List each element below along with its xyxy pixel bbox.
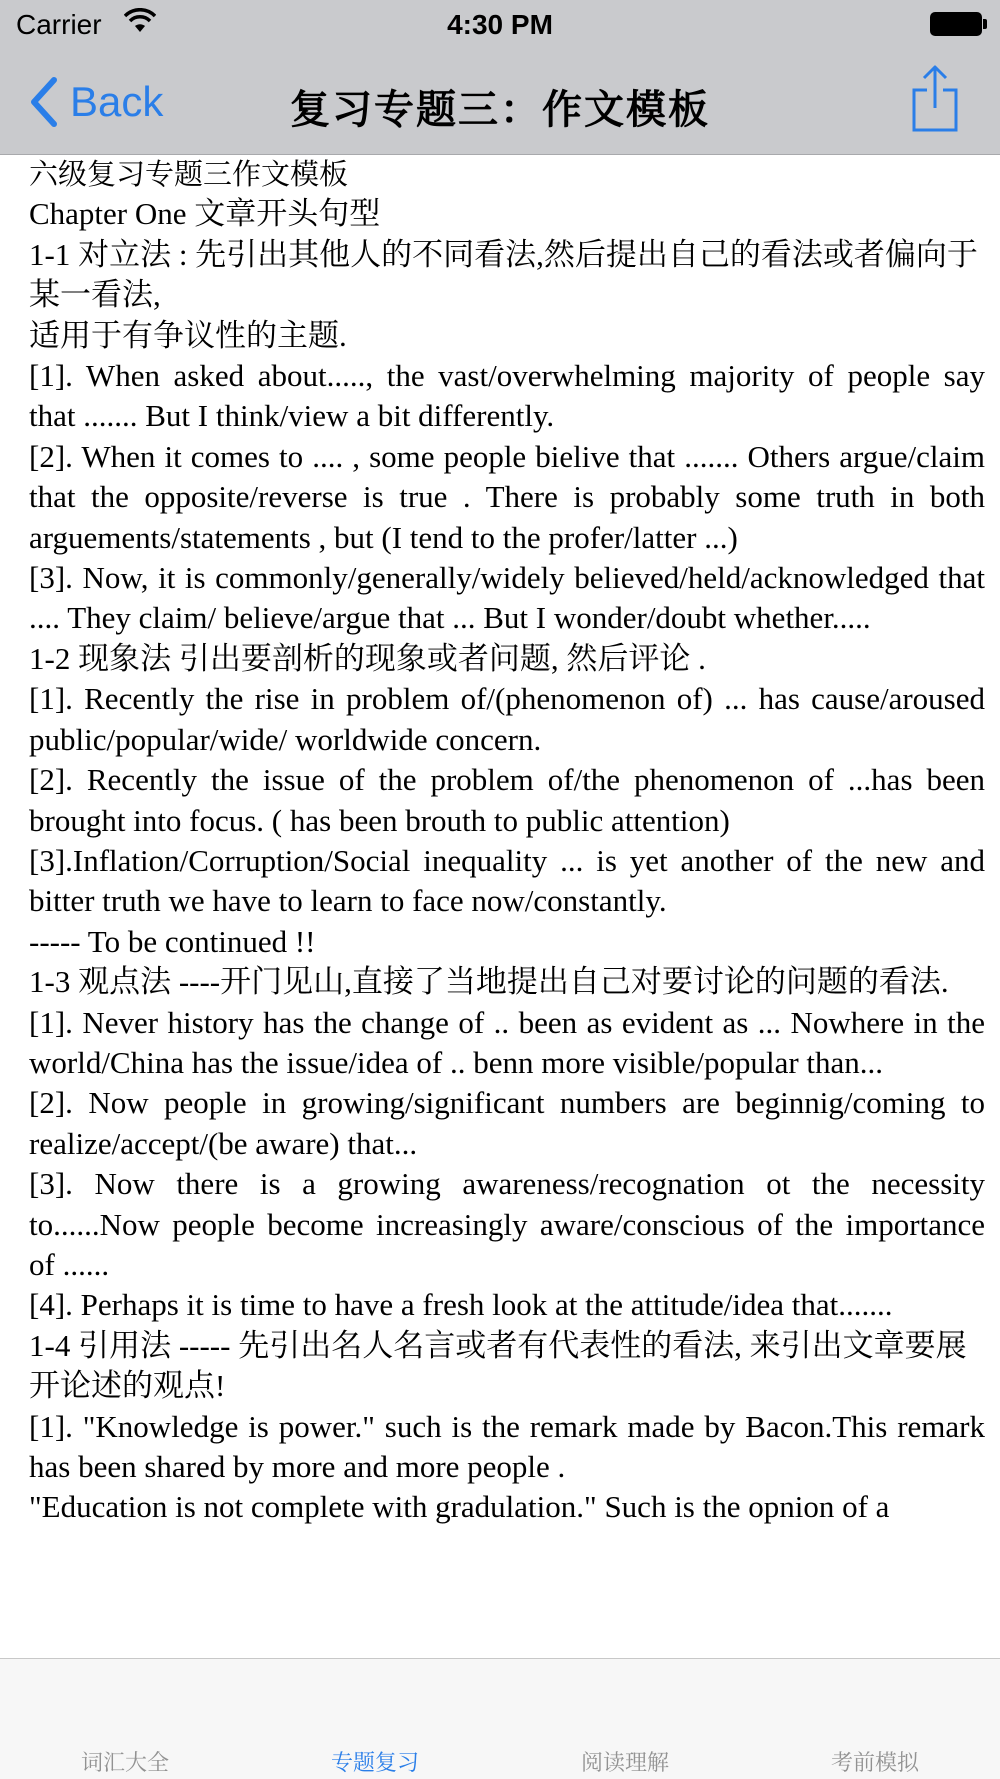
paragraph: [1]. Never history has the change of .. been as evident as ... Nowhere in the world/China has the issue/idea of .. benn more visible/popular than...	[29, 1004, 985, 1080]
paragraph: 1-1 对立法 : 先引出其他人的不同看法,然后提出自己的看法或者偏向于某一看法,	[29, 236, 978, 313]
paragraph: [3].Inflation/Corruption/Social inequality ... is yet another of the new and bitter truth we have to learn to face now/constantly.	[29, 842, 985, 919]
paragraph: 1-2 现象法 引出要剖析的现象或者问题, 然后评论 .	[29, 640, 706, 676]
paragraph: [3]. Now, it is commonly/generally/widely believed/held/acknowledged that .... They claim/ believe/argue that ... But I wonder/doubt whether.....	[29, 560, 985, 636]
tab-label: 词汇大全	[80, 1751, 169, 1776]
tab-label: 考前模拟	[830, 1751, 919, 1776]
paragraph: [2]. Recently the issue of the problem of/the phenomenon of ...has been brought into focus. ( has been brouth to public attention)	[29, 762, 985, 838]
back-label: Back	[70, 78, 164, 125]
paragraph: [1]. "Knowledge is power." such is the remark made by Bacon.This remark has been shared by more and more people .	[29, 1408, 985, 1484]
paragraph: [4]. Perhaps it is time to have a fresh look at the attitude/idea that.......	[29, 1287, 893, 1323]
paragraph: [3]. Now there is a growing awareness/recognation ot the necessity to......Now people become increasingly aware/conscious of the importance of ......	[29, 1166, 985, 1282]
chevron-left-icon	[26, 74, 60, 130]
tab-label: 阅读理解	[580, 1751, 669, 1776]
paragraph: "Education is not complete with gradulation." Such is the opnion of a	[29, 1489, 890, 1525]
status-bar	[0, 0, 1000, 50]
paragraph: 适用于有争议性的主题.	[29, 317, 347, 353]
tab-reading[interactable]	[500, 1659, 750, 1779]
tab-bar	[0, 1658, 1000, 1779]
paragraph: Chapter One 文章开头句型	[29, 196, 381, 232]
page-title: 复习专题三：作文模板	[290, 87, 710, 133]
status-time: 4:30 PM	[447, 9, 553, 40]
paragraph: 1-3 观点法 ----开门见山,直接了当地提出自己对要讨论的问题的看法.	[29, 964, 949, 1000]
tab-topic-review[interactable]	[250, 1659, 500, 1779]
share-icon[interactable]	[910, 64, 960, 134]
carrier-label: Carrier	[16, 9, 102, 40]
paragraph: 六级复习专题三作文模板	[29, 157, 349, 191]
tab-label: 专题复习	[330, 1751, 419, 1776]
article-content[interactable]	[29, 154, 985, 1658]
paragraph: ----- To be continued !!	[29, 923, 316, 959]
navigation-bar	[0, 50, 1000, 155]
tab-vocabulary[interactable]	[0, 1659, 250, 1779]
battery-icon	[930, 12, 986, 36]
paragraph: 1-4 引用法 ----- 先引出名人名言或者有代表性的看法, 来引出文章要展开论述的观点!	[29, 1327, 967, 1404]
paragraph: [2]. When it comes to .... , some people bielive that ....... Others argue/claim that the opposite/reverse is true . There is probably some truth in both arguements/statements , but (I tend to the profer/latter ...)	[29, 438, 985, 555]
paragraph: [1]. Recently the rise in problem of/(phenomenon of) ... has cause/aroused public/popular/wide/ worldwide concern.	[29, 681, 985, 757]
paragraph: [2]. Now people in growing/significant numbers are beginnig/coming to realize/accept/(be aware) that...	[29, 1085, 985, 1161]
paragraph: [1]. When asked about....., the vast/overwhelming majority of people say that ....... But I think/view a bit differently.	[29, 358, 985, 434]
back-button[interactable]	[26, 74, 163, 130]
tab-mock-exam[interactable]	[750, 1659, 1000, 1779]
